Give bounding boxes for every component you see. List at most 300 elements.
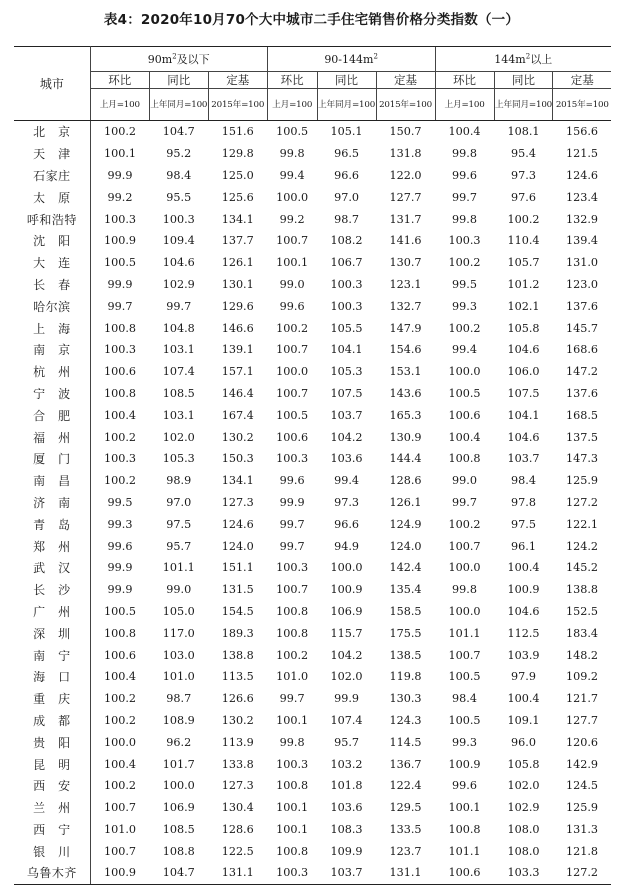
value-cell-base-small: 134.1 — [221, 212, 254, 226]
value-cell-yoy-large: 105.8 — [507, 757, 540, 771]
value-cell-mom-small: 99.9 — [107, 561, 133, 575]
value-cell-yoy-small: 100.0 — [162, 779, 195, 793]
value-cell-base-medium: 142.4 — [389, 561, 422, 575]
price-index-table — [14, 46, 611, 885]
value-cell-mom-small: 100.2 — [103, 430, 137, 444]
value-cell-yoy-large: 102.0 — [507, 779, 540, 793]
value-cell-mom-medium: 99.7 — [279, 517, 305, 531]
value-cell-base-large: 123.0 — [565, 277, 598, 291]
table-row — [14, 797, 611, 819]
value-cell-mom-medium: 100.1 — [276, 822, 309, 836]
value-cell-yoy-large: 97.5 — [511, 517, 536, 531]
value-cell-mom-small: 100.3 — [103, 343, 137, 357]
value-cell-yoy-large: 96.1 — [511, 539, 536, 553]
value-cell-mom-large: 100.4 — [448, 430, 481, 444]
table-row — [14, 339, 611, 361]
value-cell-base-large: 147.3 — [565, 452, 598, 466]
value-cell-base-medium: 124.0 — [389, 539, 422, 553]
city-name-cell: 深 圳 — [14, 622, 90, 644]
value-cell-base-large: 148.2 — [565, 648, 598, 662]
table-row — [14, 404, 611, 426]
city-name-cell: 长 春 — [14, 274, 90, 296]
value-cell-mom-large: 98.4 — [452, 692, 477, 706]
value-cell-yoy-small: 99.0 — [166, 583, 192, 597]
value-cell-yoy-large: 104.6 — [507, 343, 540, 357]
value-cell-base-small: 154.5 — [221, 604, 254, 618]
value-cell-base-medium: 150.7 — [389, 125, 422, 139]
value-cell-mom-small: 100.3 — [103, 212, 137, 226]
value-cell-yoy-medium: 108.2 — [330, 234, 363, 248]
value-cell-base-large: 142.9 — [565, 757, 598, 771]
value-cell-mom-small: 100.7 — [103, 844, 137, 858]
value-cell-mom-small: 99.6 — [107, 539, 133, 553]
sub-header-mom: 环比 — [90, 72, 149, 89]
value-cell-base-large: 124.2 — [565, 539, 598, 553]
value-cell-yoy-large: 100.4 — [507, 692, 540, 706]
table-row — [14, 383, 611, 405]
city-name-cell: 呼和浩特 — [14, 208, 90, 230]
value-cell-yoy-small: 98.7 — [166, 692, 192, 706]
value-cell-mom-small: 100.2 — [103, 713, 137, 727]
sub-header-mom: 环比 — [267, 72, 317, 89]
base-prev-year-month: 上年同月=100 — [149, 89, 208, 121]
value-cell-mom-medium: 100.3 — [276, 757, 309, 771]
value-cell-yoy-medium: 103.7 — [317, 862, 376, 884]
value-cell-base-small: 130.2 — [221, 430, 254, 444]
value-cell-mom-small: 99.2 — [107, 190, 133, 204]
city-name-cell: 青 岛 — [14, 513, 90, 535]
group-header-small: $90m^2$及以下 — [90, 47, 267, 72]
value-cell-mom-small: 99.9 — [107, 168, 133, 182]
value-cell-base-medium: 154.6 — [389, 343, 422, 357]
value-cell-mom-large: 99.8 — [452, 147, 477, 161]
value-cell-yoy-small: 105.0 — [162, 604, 195, 618]
value-cell-yoy-medium: 103.6 — [330, 801, 363, 815]
value-cell-base-small: 157.1 — [221, 365, 254, 379]
table-row — [14, 317, 611, 339]
value-cell-base-large: 131.3 — [565, 822, 598, 836]
value-cell-base-small: 130.4 — [221, 801, 254, 815]
value-cell-yoy-large: 103.7 — [507, 452, 540, 466]
value-cell-yoy-medium: 102.0 — [330, 670, 363, 684]
value-cell-yoy-large: 106.0 — [507, 365, 540, 379]
value-cell-base-small: 146.6 — [221, 321, 254, 335]
sub-header-yoy: 同比 — [494, 72, 553, 89]
value-cell-yoy-small: 102.0 — [162, 430, 195, 444]
value-cell-base-small: 130.2 — [221, 713, 254, 727]
value-cell-mom-medium: 100.8 — [276, 604, 309, 618]
value-cell-mom-large: 99.3 — [452, 735, 477, 749]
value-cell-base-large: 127.2 — [553, 862, 611, 884]
table-row — [14, 143, 611, 165]
city-name-cell: 南 宁 — [14, 644, 90, 666]
value-cell-base-large: 132.9 — [565, 212, 598, 226]
value-cell-base-small: 127.3 — [221, 779, 254, 793]
value-cell-mom-small: 100.2 — [103, 474, 137, 488]
value-cell-yoy-large: 97.3 — [511, 168, 536, 182]
value-cell-base-small: 133.8 — [221, 757, 254, 771]
value-cell-mom-large: 100.4 — [448, 125, 481, 139]
value-cell-yoy-large: 97.8 — [511, 495, 536, 509]
sub-header-mom: 环比 — [435, 72, 494, 89]
base-2015: 2015年=100 — [208, 89, 267, 121]
value-cell-base-large: 121.8 — [565, 844, 598, 858]
table-row — [14, 753, 611, 775]
value-cell-base-small: 137.7 — [221, 234, 254, 248]
value-cell-mom-large: 99.3 — [452, 299, 477, 313]
value-cell-base-medium: 135.4 — [389, 583, 422, 597]
city-name-cell: 广 州 — [14, 601, 90, 623]
value-cell-yoy-large: 100.2 — [507, 212, 540, 226]
city-name-cell: 沈 阳 — [14, 230, 90, 252]
value-cell-mom-medium: 100.0 — [276, 190, 309, 204]
value-cell-yoy-medium: 108.3 — [330, 822, 363, 836]
value-cell-mom-small: 100.9 — [90, 862, 149, 884]
value-cell-yoy-large: 108.0 — [507, 844, 540, 858]
value-cell-mom-small: 100.1 — [103, 147, 137, 161]
value-cell-yoy-large: 97.6 — [511, 190, 536, 204]
value-cell-yoy-small: 95.2 — [166, 147, 192, 161]
value-cell-mom-small: 99.7 — [107, 299, 133, 313]
value-cell-mom-large: 100.2 — [448, 517, 481, 531]
value-cell-base-small: 130.1 — [221, 277, 254, 291]
value-cell-base-small: 113.9 — [221, 735, 254, 749]
value-cell-mom-small: 100.4 — [103, 757, 137, 771]
value-cell-mom-medium: 100.3 — [267, 862, 317, 884]
value-cell-base-large: 152.5 — [565, 604, 598, 618]
value-cell-yoy-medium: 106.7 — [330, 256, 363, 270]
value-cell-base-medium: 123.1 — [389, 277, 422, 291]
value-cell-yoy-medium: 96.6 — [334, 168, 359, 182]
value-cell-base-medium: 165.3 — [389, 408, 422, 422]
table-row — [14, 819, 611, 841]
value-cell-base-medium: 175.5 — [389, 626, 422, 640]
city-name-cell: 武 汉 — [14, 557, 90, 579]
value-cell-yoy-large: 108.0 — [507, 822, 540, 836]
value-cell-mom-large: 100.0 — [448, 561, 481, 575]
value-cell-base-medium: 131.7 — [389, 212, 422, 226]
value-cell-mom-small: 100.6 — [103, 365, 137, 379]
table-row — [14, 295, 611, 317]
city-name-cell: 合 肥 — [14, 404, 90, 426]
value-cell-yoy-small: 96.2 — [166, 735, 192, 749]
value-cell-base-medium: 136.7 — [389, 757, 422, 771]
table-row — [14, 186, 611, 208]
value-cell-yoy-small: 104.8 — [162, 321, 195, 335]
value-cell-base-medium: 131.1 — [376, 862, 435, 884]
value-cell-yoy-medium: 97.0 — [334, 190, 359, 204]
value-cell-yoy-small: 95.5 — [166, 190, 192, 204]
value-cell-yoy-small: 100.3 — [162, 212, 195, 226]
value-cell-mom-large: 100.6 — [435, 862, 494, 884]
table-row — [14, 426, 611, 448]
value-cell-yoy-small: 103.0 — [162, 648, 195, 662]
value-cell-mom-medium: 99.8 — [279, 147, 305, 161]
value-cell-mom-medium: 100.3 — [276, 452, 309, 466]
value-cell-base-small: 126.1 — [221, 256, 254, 270]
value-cell-base-medium: 147.9 — [389, 321, 422, 335]
value-cell-yoy-medium: 104.1 — [330, 343, 363, 357]
value-cell-base-large: 125.9 — [565, 474, 598, 488]
table-row — [14, 862, 611, 884]
city-name-cell: 长 沙 — [14, 579, 90, 601]
table-row — [14, 710, 611, 732]
table-row — [14, 840, 611, 862]
value-cell-yoy-small: 107.4 — [162, 365, 195, 379]
value-cell-yoy-small: 95.7 — [166, 539, 192, 553]
value-cell-yoy-medium: 103.6 — [330, 452, 363, 466]
city-name-cell: 福 州 — [14, 426, 90, 448]
value-cell-yoy-large: 105.8 — [507, 321, 540, 335]
table-row — [14, 230, 611, 252]
value-cell-yoy-small: 104.7 — [149, 862, 208, 884]
value-cell-yoy-large: 95.4 — [511, 147, 536, 161]
table-row — [14, 601, 611, 623]
table-row — [14, 274, 611, 296]
value-cell-base-medium: 127.7 — [389, 190, 422, 204]
value-cell-base-large: 109.2 — [565, 670, 598, 684]
table-row — [14, 535, 611, 557]
value-cell-mom-medium: 99.6 — [279, 474, 305, 488]
value-cell-yoy-small: 103.1 — [162, 408, 195, 422]
value-cell-mom-small: 100.8 — [103, 386, 137, 400]
value-cell-base-medium: 143.6 — [389, 386, 422, 400]
city-name-cell: 厦 门 — [14, 448, 90, 470]
value-cell-yoy-medium: 105.3 — [330, 365, 363, 379]
value-cell-mom-medium: 99.2 — [279, 212, 305, 226]
value-cell-yoy-small: 97.5 — [166, 517, 192, 531]
table-row — [14, 470, 611, 492]
value-cell-yoy-large: 104.6 — [507, 604, 540, 618]
value-cell-mom-large: 100.2 — [448, 256, 481, 270]
value-cell-yoy-small: 101.7 — [162, 757, 195, 771]
value-cell-mom-medium: 100.8 — [276, 844, 309, 858]
city-name-cell: 西 宁 — [14, 819, 90, 841]
value-cell-base-small: 125.0 — [221, 168, 254, 182]
value-cell-mom-small: 100.5 — [103, 256, 137, 270]
value-cell-mom-medium: 100.8 — [276, 626, 309, 640]
value-cell-mom-large: 100.3 — [448, 234, 481, 248]
sub-header-yoy: 同比 — [317, 72, 376, 89]
value-cell-base-medium: 130.7 — [389, 256, 422, 270]
value-cell-base-medium: 133.5 — [389, 822, 422, 836]
value-cell-mom-small: 99.9 — [107, 277, 133, 291]
value-cell-base-medium: 132.7 — [389, 299, 422, 313]
value-cell-base-small: 126.6 — [221, 692, 254, 706]
value-cell-base-small: 124.0 — [221, 539, 254, 553]
value-cell-yoy-large: 104.1 — [507, 408, 540, 422]
value-cell-yoy-medium: 100.9 — [330, 583, 363, 597]
city-name-cell: 济 南 — [14, 492, 90, 514]
value-cell-mom-medium: 100.5 — [276, 125, 309, 139]
value-cell-yoy-large: 107.5 — [507, 386, 540, 400]
city-name-cell: 成 都 — [14, 710, 90, 732]
value-cell-mom-large: 100.5 — [448, 670, 481, 684]
value-cell-mom-medium: 100.7 — [276, 583, 309, 597]
city-name-cell: 兰 州 — [14, 797, 90, 819]
value-cell-base-small: 125.6 — [221, 190, 254, 204]
value-cell-mom-large: 99.8 — [452, 212, 477, 226]
table-row — [14, 688, 611, 710]
value-cell-base-small: 151.6 — [221, 125, 254, 139]
value-cell-mom-large: 100.6 — [448, 408, 481, 422]
city-name-cell: 海 口 — [14, 666, 90, 688]
value-cell-base-small: 129.8 — [221, 147, 254, 161]
city-name-cell: 杭 州 — [14, 361, 90, 383]
value-cell-mom-medium: 100.1 — [276, 256, 309, 270]
value-cell-mom-medium: 100.7 — [276, 343, 309, 357]
value-cell-mom-large: 100.0 — [448, 604, 481, 618]
value-cell-base-large: 124.5 — [565, 779, 598, 793]
value-cell-base-large: 121.7 — [565, 692, 598, 706]
value-cell-yoy-small: 99.7 — [166, 299, 192, 313]
city-name-cell: 哈尔滨 — [14, 295, 90, 317]
value-cell-base-large: 147.2 — [565, 365, 598, 379]
value-cell-yoy-large: 101.2 — [507, 277, 540, 291]
value-cell-mom-medium: 100.8 — [276, 779, 309, 793]
value-cell-base-medium: 124.9 — [389, 517, 422, 531]
value-cell-mom-large: 100.5 — [448, 713, 481, 727]
base-prev-month: 上月=100 — [435, 89, 494, 121]
value-cell-yoy-small: 102.9 — [162, 277, 195, 291]
value-cell-yoy-large: 97.9 — [511, 670, 536, 684]
value-cell-yoy-medium: 95.7 — [334, 735, 359, 749]
value-cell-mom-small: 100.4 — [103, 670, 137, 684]
value-cell-mom-medium: 100.7 — [276, 386, 309, 400]
value-cell-base-small: 124.6 — [221, 517, 254, 531]
value-cell-yoy-small: 104.6 — [162, 256, 195, 270]
city-name-cell: 南 京 — [14, 339, 90, 361]
value-cell-mom-small: 99.5 — [107, 495, 133, 509]
value-cell-yoy-medium: 107.4 — [330, 713, 363, 727]
value-cell-mom-small: 100.3 — [103, 452, 137, 466]
table-title: 表4：2020年10月70个大中城市二手住宅销售价格分类指数（一） — [103, 12, 520, 28]
value-cell-mom-medium: 100.2 — [276, 648, 309, 662]
value-cell-mom-small: 100.7 — [103, 801, 137, 815]
city-name-cell: 上 海 — [14, 317, 90, 339]
value-cell-base-medium: 129.5 — [389, 801, 422, 815]
value-cell-yoy-large: 110.4 — [507, 234, 540, 248]
value-cell-mom-small: 100.8 — [103, 626, 137, 640]
value-cell-base-medium: 141.6 — [389, 234, 422, 248]
value-cell-mom-small: 100.5 — [103, 604, 137, 618]
value-cell-base-medium: 122.0 — [389, 168, 422, 182]
value-cell-yoy-large: 108.1 — [507, 125, 540, 139]
value-cell-base-small: 151.1 — [221, 561, 254, 575]
sub-header-base: 定基 — [208, 72, 267, 89]
value-cell-mom-large: 99.4 — [452, 343, 477, 357]
value-cell-base-medium: 122.4 — [389, 779, 422, 793]
value-cell-base-medium: 123.7 — [389, 844, 422, 858]
value-cell-yoy-large: 103.9 — [507, 648, 540, 662]
value-cell-base-large: 123.4 — [565, 190, 598, 204]
table-row — [14, 492, 611, 514]
value-cell-mom-large: 99.7 — [452, 190, 477, 204]
value-cell-yoy-large: 103.3 — [494, 862, 553, 884]
city-name-cell: 大 连 — [14, 252, 90, 274]
city-name-cell: 昆 明 — [14, 753, 90, 775]
value-cell-base-medium: 128.6 — [389, 474, 422, 488]
city-name-cell: 宁 波 — [14, 383, 90, 405]
value-cell-yoy-medium: 103.2 — [330, 757, 363, 771]
value-cell-base-large: 168.6 — [565, 343, 598, 357]
city-name-cell: 天 津 — [14, 143, 90, 165]
city-name-cell: 银 川 — [14, 840, 90, 862]
value-cell-yoy-small: 109.4 — [162, 234, 195, 248]
value-cell-base-small: 128.6 — [221, 822, 254, 836]
value-cell-mom-large: 100.8 — [448, 452, 481, 466]
value-cell-yoy-medium: 101.8 — [330, 779, 363, 793]
value-cell-mom-small: 100.9 — [103, 234, 137, 248]
city-name-cell: 石家庄 — [14, 165, 90, 187]
value-cell-yoy-large: 102.1 — [507, 299, 540, 313]
value-cell-base-medium: 119.8 — [389, 670, 422, 684]
value-cell-base-small: 113.5 — [221, 670, 254, 684]
table-row — [14, 208, 611, 230]
value-cell-base-small: 139.1 — [221, 343, 254, 357]
value-cell-yoy-large: 100.9 — [507, 583, 540, 597]
value-cell-base-large: 137.6 — [565, 299, 598, 313]
value-cell-mom-large: 100.9 — [448, 757, 481, 771]
value-cell-yoy-medium: 94.9 — [334, 539, 359, 553]
value-cell-mom-small: 100.2 — [103, 692, 137, 706]
value-cell-mom-large: 100.8 — [448, 822, 481, 836]
value-cell-mom-medium: 99.7 — [279, 692, 305, 706]
group-header-medium: $90-144m^2$ — [267, 47, 435, 72]
value-cell-yoy-small: 101.1 — [162, 561, 195, 575]
table-row — [14, 513, 611, 535]
city-name-cell: 郑 州 — [14, 535, 90, 557]
value-cell-mom-large: 100.5 — [448, 386, 481, 400]
value-cell-mom-medium: 100.1 — [276, 801, 309, 815]
value-cell-yoy-small: 117.0 — [162, 626, 195, 640]
table-row — [14, 622, 611, 644]
value-cell-yoy-medium: 103.7 — [330, 408, 363, 422]
value-cell-base-small: 134.1 — [221, 474, 254, 488]
value-cell-base-large: 120.6 — [565, 735, 598, 749]
city-name-cell: 太 原 — [14, 186, 90, 208]
value-cell-base-small: 146.4 — [221, 386, 254, 400]
value-cell-mom-large: 100.7 — [448, 539, 481, 553]
base-2015: 2015年=100 — [376, 89, 435, 121]
table-row — [14, 448, 611, 470]
value-cell-mom-small: 99.9 — [107, 583, 133, 597]
value-cell-yoy-medium: 96.5 — [334, 147, 359, 161]
value-cell-base-large: 145.2 — [565, 561, 598, 575]
value-cell-yoy-large: 102.9 — [507, 801, 540, 815]
value-cell-yoy-medium: 98.7 — [334, 212, 359, 226]
value-cell-base-small: 167.4 — [221, 408, 254, 422]
value-cell-yoy-medium: 106.9 — [330, 604, 363, 618]
value-cell-mom-medium: 100.3 — [276, 561, 309, 575]
value-cell-base-large: 127.7 — [565, 713, 598, 727]
value-cell-yoy-small: 108.5 — [162, 386, 195, 400]
value-cell-mom-medium: 100.5 — [276, 408, 309, 422]
value-cell-yoy-medium: 104.2 — [330, 648, 363, 662]
value-cell-mom-large: 99.6 — [452, 779, 477, 793]
value-cell-base-small: 150.3 — [221, 452, 254, 466]
value-cell-yoy-medium: 99.9 — [334, 692, 359, 706]
value-cell-base-large: 138.8 — [565, 583, 598, 597]
value-cell-mom-small: 100.2 — [103, 125, 137, 139]
base-prev-year-month: 上年同月=100 — [317, 89, 376, 121]
value-cell-yoy-small: 98.4 — [166, 168, 192, 182]
value-cell-yoy-small: 105.3 — [162, 452, 195, 466]
value-cell-yoy-medium: 100.3 — [330, 277, 363, 291]
city-name-cell: 北 京 — [14, 121, 90, 143]
value-cell-yoy-small: 108.9 — [162, 713, 195, 727]
value-cell-mom-medium: 100.1 — [276, 713, 309, 727]
